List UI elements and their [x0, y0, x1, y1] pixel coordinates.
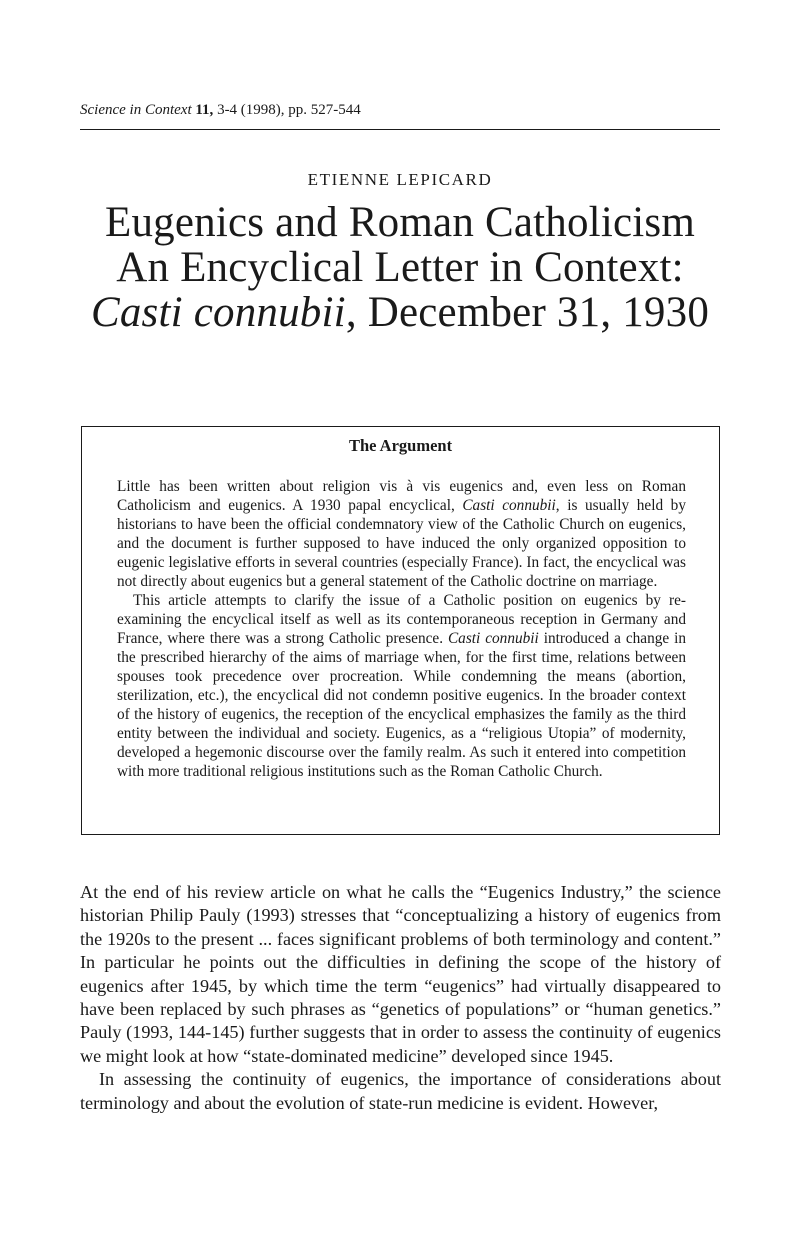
title-line-1: Eugenics and Roman Catholicism: [105, 199, 695, 246]
argument-p2-text-a: This article attempts to clarify the issue of a Catholic position on eugenics by re-examining the encyclical itself as well as its contemporaneous reception in Germany and France, where there was a strong Catholic presence.: [117, 592, 686, 647]
journal-name: Science in Context: [80, 102, 192, 118]
journal-volume: 11,: [195, 102, 214, 118]
argument-paragraph-2: [117, 591, 686, 781]
body-paragraph-1: At the end of his review article on what he calls the “Eugenics Industry,” the science historian Philip Pauly (1993) stresses that “conceptualizing a history of eugenics from the 1920s to the present ... faces significant problems of both terminology and content.” In particular he points out the difficulties in defining the scope of the history of eugenics after 1945, by which time the term “eugenics” had virtually disappeared to have been replaced by such phrases as “genetics of populations” or “human genetics.” Pauly (1993, 144-145) further suggests that in order to assess the continuity of eugenics we might look at how “state-dominated medicine” developed since 1945.: [80, 882, 721, 1066]
argument-paragraph-1: [117, 477, 686, 591]
article-body: [80, 881, 721, 1115]
journal-issue-pages: 3-4 (1998), pp. 527-544: [213, 102, 361, 118]
title-line-3: [40, 290, 760, 335]
argument-body: [117, 477, 686, 781]
argument-p2-italic: Casti connubii: [447, 630, 539, 647]
journal-citation: [80, 101, 361, 119]
article-title: [40, 200, 760, 335]
header-rule: [80, 129, 720, 130]
argument-p1-italic: Casti connubii: [462, 497, 556, 514]
body-paragraph-2: In assessing the continuity of eugenics, the importance of considerations about terminology and about the evolution of state-run medicine is evident. However,: [80, 1069, 721, 1113]
title-date: , December 31, 1930: [345, 289, 710, 336]
argument-p1-text-a: Little has been written about religion vis à vis eugenics and, even less on Roman Catholicism and eugenics. A 1930 papal encyclical,: [117, 478, 686, 514]
title-encyclical-name: Casti connubii: [90, 289, 346, 336]
argument-box: [81, 426, 720, 835]
author-name: ETIENNE LEPICARD: [307, 170, 493, 189]
argument-heading: The Argument: [348, 436, 453, 455]
argument-p1-text-b: , is usually held by historians to have been the official condemnatory view of the Catholic Church on eugenics, and the document is further supposed to have induced the only organized opposition to eugenic legislative efforts in several countries (especially France). In fact, the encyclical was not directly about eugenics but a general statement of the Catholic doctrine on marriage.: [117, 497, 686, 590]
argument-p2-text-b: introduced a change in the prescribed hierarchy of the aims of marriage when, for the first time, relations between spouses took precedence over procreation. While condemning the means (abortion, sterilization, etc.), the encyclical did not condemn positive eugenics. In the broader context of the history of eugenics, the reception of the encyclical emphasizes the family as the third entity between the individual and society. Eugenics, as a “religious Utopia” of modernity, developed a hegemonic discourse over the family realm. As such it entered into competition with more traditional religious institutions such as the Roman Catholic Church.: [117, 630, 687, 780]
title-line-2: An Encyclical Letter in Context:: [116, 244, 684, 291]
